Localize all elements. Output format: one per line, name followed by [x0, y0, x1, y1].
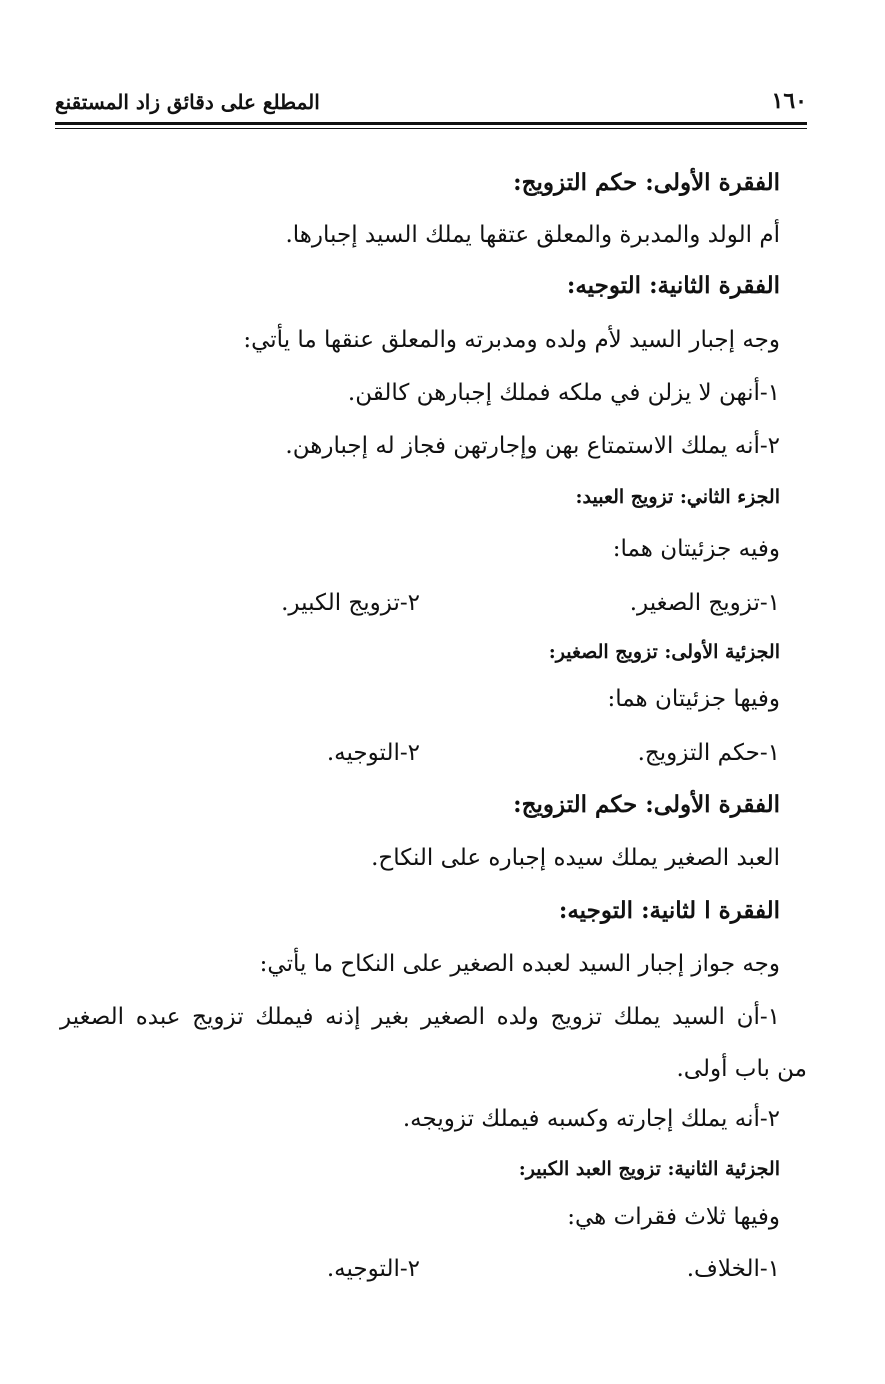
list-item: ١-تزويج الصغير.: [629, 590, 780, 616]
subsection-heading-young-slave: الجزئية الأولى: تزويج الصغير:: [548, 641, 780, 663]
list-item: ١-أن السيد يملك تزويج ولده الصغير بغير إذنه فيملك تزويج عبده الصغير: [60, 1004, 780, 1030]
list-item: ١-الخلاف.: [686, 1256, 780, 1282]
list-item: ١-أنهن لا يزلن في ملكه فملك إجبارهن كالقن.: [347, 380, 780, 406]
list-item: ٢-التوجيه.: [326, 1256, 420, 1282]
text-line: وجه إجبار السيد لأم ولده ومدبرته والمعلق عنقها ما يأتي:: [243, 327, 780, 353]
text-line: وفيه جزئيتان هما:: [612, 536, 780, 562]
page-number: ١٦٠: [771, 88, 807, 114]
running-title: المطلع على دقائق زاد المستقنع: [55, 90, 320, 114]
text-line: وجه جواز إجبار السيد لعبده الصغير على النكاح ما يأتي:: [259, 951, 780, 977]
heading-first-paragraph-ruling: الفقرة الأولى: حكم التزويج:: [513, 169, 780, 196]
heading-first-paragraph-ruling: الفقرة الأولى: حكم التزويج:: [513, 791, 780, 818]
list-item: ٢-أنه يملك إجارته وكسبه فيملك تزويجه.: [402, 1106, 780, 1132]
text-line: وفيها ثلاث فقرات هي:: [567, 1204, 780, 1230]
subsection-heading-adult-slave: الجزئية الثانية: تزويج العبد الكبير:: [518, 1158, 780, 1180]
list-item: ١-حكم التزويج.: [637, 740, 780, 766]
list-item: ٢-تزويج الكبير.: [281, 590, 420, 616]
list-item: ٢-التوجيه.: [326, 740, 420, 766]
heading-second-paragraph-direction: الفقرة الثانية: التوجيه:: [566, 272, 780, 299]
section-heading-slaves-marriage: الجزء الثاني: تزويج العبيد:: [575, 486, 780, 508]
header-rule-thick: [55, 122, 807, 125]
text-line: العبد الصغير يملك سيده إجباره على النكاح.: [371, 845, 780, 871]
page-header: [55, 88, 807, 122]
text-line: أم الولد والمدبرة والمعلق عتقها يملك السيد إجبارها.: [285, 222, 780, 248]
heading-second-paragraph-direction: الفقرة ا لثانية: التوجيه:: [558, 897, 780, 924]
header-rule-thin: [55, 128, 807, 129]
text-line-continuation: من باب أولى.: [676, 1056, 807, 1082]
list-item: ٢-أنه يملك الاستمتاع بهن وإجارتهن فجاز له إجبارهن.: [285, 433, 780, 459]
text-line: وفيها جزئيتان هما:: [607, 686, 780, 712]
